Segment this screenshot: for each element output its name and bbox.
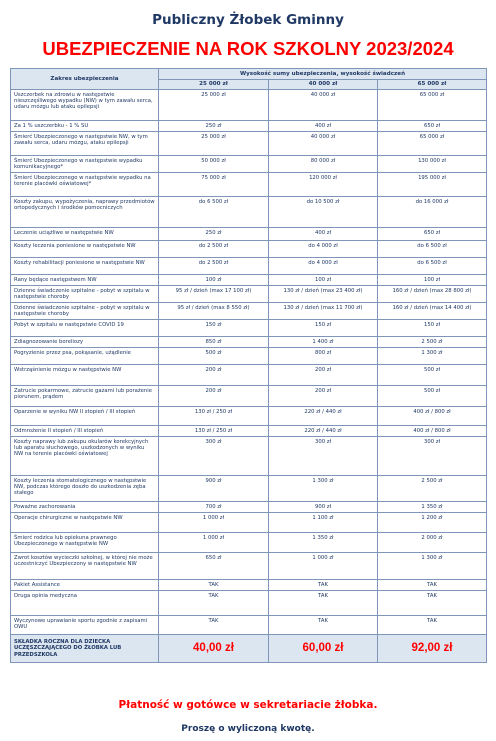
row-value: do 2 500 zł [159, 258, 269, 275]
row-value: 1 350 zł [269, 533, 378, 553]
page-title: Publiczny Żłobek Gminny [152, 12, 344, 28]
row-value: 1 300 zł [269, 476, 378, 502]
row-label: Za 1 % uszczerbku - 1 % SU [11, 121, 159, 132]
row-value: 200 zł [269, 386, 378, 407]
row-label: Dzienne świadczenie szpitalne - pobyt w szpitalu w następstwie choroby [11, 303, 159, 320]
premium-row [11, 635, 487, 663]
row-value: 300 zł [159, 437, 269, 476]
row-value: do 10 500 zł [269, 197, 378, 228]
table-row [11, 303, 487, 320]
row-value: 850 zł [159, 337, 269, 348]
row-value: 25 000 zł [159, 132, 269, 156]
table-row [11, 156, 487, 173]
row-value: 2 500 zł [378, 337, 487, 348]
row-value: 700 zł [159, 502, 269, 513]
row-label: Druga opinia medyczna [11, 591, 159, 616]
row-value: 250 zł [159, 228, 269, 241]
row-value: 100 zł [378, 275, 487, 286]
row-value: 1 300 zł [378, 553, 487, 580]
row-value: 650 zł [378, 228, 487, 241]
table-row [11, 407, 487, 426]
column-header: 40 000 zł [269, 80, 378, 90]
table-row [11, 275, 487, 286]
row-value: 220 zł / 440 zł [269, 426, 378, 437]
table-row [11, 553, 487, 580]
table-row [11, 616, 487, 635]
row-value: 1 200 zł [378, 513, 487, 533]
amounts-group-header: Wysokość sumy ubezpieczenia, wysokość świadczeń [159, 69, 487, 80]
row-value: do 4 000 zł [269, 258, 378, 275]
table-row [11, 365, 487, 386]
row-value: 25 000 zł [159, 90, 269, 121]
row-value: 650 zł [378, 121, 487, 132]
row-label: Śmierć Ubezpieczonego w następstwie wypadku na terenie placówki oświatowej* [11, 173, 159, 197]
row-value: 800 zł [269, 348, 378, 365]
row-value: 220 zł / 440 zł [269, 407, 378, 426]
row-label: Koszty leczenia stomatologicznego w następstwie NW, podczas którego doszło do uszkodzenia zęba stałego [11, 476, 159, 502]
row-label: Śmierć rodzica lub opiekuna prawnego Ubezpieczonego w następstwie NW [11, 533, 159, 553]
row-value: 130 zł / dzień (max 11 700 zł) [269, 303, 378, 320]
row-value: 400 zł [269, 121, 378, 132]
table-row [11, 286, 487, 303]
row-value: 1 350 zł [378, 502, 487, 513]
column-header: 65 000 zł [378, 80, 487, 90]
row-value: 100 zł [159, 275, 269, 286]
table-row [11, 173, 487, 197]
row-value: 400 zł / 800 zł [378, 426, 487, 437]
table-row [11, 502, 487, 513]
table-row [11, 337, 487, 348]
table-row [11, 437, 487, 476]
row-value: 160 zł / dzień (max 28 800 zł) [378, 286, 487, 303]
row-label: Zdiagnozowanie boreliozy [11, 337, 159, 348]
insurance-table [10, 68, 487, 663]
row-value: 75 000 zł [159, 173, 269, 197]
row-value: 300 zł [269, 437, 378, 476]
row-value: 400 zł / 800 zł [378, 407, 487, 426]
row-value: 500 zł [378, 386, 487, 407]
row-value: 150 zł [159, 320, 269, 337]
page-subtitle: UBEZPIECZENIE NA ROK SZKOLNY 2023/2024 [42, 38, 454, 59]
row-value: TAK [378, 591, 487, 616]
row-label: Zwrot kosztów wycieczki szkolnej, w której nie może uczestniczyć Ubezpieczony w następstwie NW [11, 553, 159, 580]
row-label: Pogryzienie przez psa, pokąsanie, użądlenie [11, 348, 159, 365]
row-value: 300 zł [378, 437, 487, 476]
row-value: do 6 500 zł [378, 241, 487, 258]
row-value: 130 zł / 250 zł [159, 407, 269, 426]
table-row [11, 258, 487, 275]
table-row [11, 348, 487, 365]
row-value: 65 000 zł [378, 132, 487, 156]
row-label: Pobyt w szpitalu w następstwie COVID 19 [11, 320, 159, 337]
row-value: 650 zł [159, 553, 269, 580]
row-value: 150 zł [378, 320, 487, 337]
premium-label: SKŁADKA ROCZNA DLA DZIECKA UCZĘSZCZAJĄCEGO DO ŻŁOBKA LUB PRZEDSZKOLA [11, 635, 159, 663]
row-label: Dzienne świadczenie szpitalne - pobyt w szpitalu w następstwie choroby [11, 286, 159, 303]
row-label: Śmierć Ubezpieczonego w następstwie wypadku komunikacyjnego* [11, 156, 159, 173]
row-value: TAK [269, 580, 378, 591]
premium-value: 92,00 zł [378, 635, 487, 663]
row-value: 40 000 zł [269, 132, 378, 156]
row-value: 130 000 zł [378, 156, 487, 173]
scope-header: Zakres ubezpieczenia [11, 69, 159, 90]
row-label: Pakiet Assistance [11, 580, 159, 591]
row-value: 130 zł / 250 zł [159, 426, 269, 437]
row-label: Wstrząśnienie mózgu w następstwie NW [11, 365, 159, 386]
row-value: 1 000 zł [159, 513, 269, 533]
table-row [11, 533, 487, 553]
table-row [11, 513, 487, 533]
row-value: do 2 500 zł [159, 241, 269, 258]
row-label: Poważne zachorowania [11, 502, 159, 513]
row-value: TAK [159, 591, 269, 616]
row-label: Rany będące następstwem NW [11, 275, 159, 286]
row-value: 250 zł [159, 121, 269, 132]
table-row [11, 132, 487, 156]
row-value: 2 500 zł [378, 476, 487, 502]
row-label: Śmierć Ubezpieczonego w następstwie NW, w tym zawału serca, udaru mózgu, ataku epilepsji [11, 132, 159, 156]
premium-value: 60,00 zł [269, 635, 378, 663]
row-value: TAK [378, 580, 487, 591]
row-value: 1 300 zł [378, 348, 487, 365]
table-row [11, 386, 487, 407]
row-value: TAK [159, 616, 269, 635]
row-label: Zatrucie pokarmowe, zatrucie gazami lub porażenie piorunem, prądem [11, 386, 159, 407]
payment-note: Płatność w gotówce w sekretariacie żłobka. [118, 699, 378, 711]
row-value: 100 zł [269, 275, 378, 286]
row-value: do 6 500 zł [159, 197, 269, 228]
row-value: 2 000 zł [378, 533, 487, 553]
row-value: 160 zł / dzień (max 14 400 zł) [378, 303, 487, 320]
row-value: 95 zł / dzień (max 17 100 zł) [159, 286, 269, 303]
row-value: 1 000 zł [159, 533, 269, 553]
row-value: 900 zł [269, 502, 378, 513]
table-row [11, 476, 487, 502]
row-value: 130 zł / dzień (max 23 400 zł) [269, 286, 378, 303]
row-value: 150 zł [269, 320, 378, 337]
table-row [11, 580, 487, 591]
row-value: 50 000 zł [159, 156, 269, 173]
row-value: 1 000 zł [269, 553, 378, 580]
row-value: 500 zł [378, 365, 487, 386]
row-value: TAK [269, 591, 378, 616]
table-row [11, 228, 487, 241]
table-row [11, 121, 487, 132]
row-value: 200 zł [159, 386, 269, 407]
row-value: 900 zł [159, 476, 269, 502]
row-value: 200 zł [269, 365, 378, 386]
table-row [11, 320, 487, 337]
row-value: TAK [269, 616, 378, 635]
table-row [11, 90, 487, 121]
row-label: Uszczerbek na zdrowiu w następstwie nieszczęśliwego wypadku (NW) w tym zawału serca, udaru mózgu lub ataku epilepsji [11, 90, 159, 121]
table-row [11, 591, 487, 616]
row-value: 500 zł [159, 348, 269, 365]
row-value: 400 zł [269, 228, 378, 241]
row-value: 1 100 zł [269, 513, 378, 533]
row-label: Koszty naprawy lub zakupu okularów korekcyjnych lub aparatu słuchowego, uszkodzonych w wyniku NW na terenie placówki oświatowej [11, 437, 159, 476]
row-label: Koszty zakupu, wypożyczenia, naprawy przedmiotów ortopedycznych i środków pomocniczych [11, 197, 159, 228]
row-value: 120 000 zł [269, 173, 378, 197]
row-label: Koszty leczenia poniesione w następstwie NW [11, 241, 159, 258]
row-value: 80 000 zł [269, 156, 378, 173]
row-label: Koszty rehabilitacji poniesione w następstwie NW [11, 258, 159, 275]
table-row [11, 241, 487, 258]
row-label: Leczenie uciążliwe w następstwie NW [11, 228, 159, 241]
table-row [11, 197, 487, 228]
row-value: 1 400 zł [269, 337, 378, 348]
table-row [11, 426, 487, 437]
row-value: do 4 000 zł [269, 241, 378, 258]
row-label: Wyczynowe uprawianie sportu zgodnie z zapisami OWU [11, 616, 159, 635]
row-value: TAK [378, 616, 487, 635]
row-value: 40 000 zł [269, 90, 378, 121]
request-note: Proszę o wyliczoną kwotę. [181, 724, 315, 734]
row-value: 95 zł / dzień (max 8 550 zł) [159, 303, 269, 320]
row-value: 200 zł [159, 365, 269, 386]
row-value: TAK [159, 580, 269, 591]
row-value: do 6 500 zł [378, 258, 487, 275]
row-value: 65 000 zł [378, 90, 487, 121]
row-value: do 16 000 zł [378, 197, 487, 228]
row-label: Operacje chirurgiczne w następstwie NW [11, 513, 159, 533]
premium-value: 40,00 zł [159, 635, 269, 663]
row-value: 195 000 zł [378, 173, 487, 197]
column-header: 25 000 zł [159, 80, 269, 90]
row-label: Oparzenie w wyniku NW II stopień / III stopień [11, 407, 159, 426]
row-label: Odmrożenie II stopień / III stopień [11, 426, 159, 437]
